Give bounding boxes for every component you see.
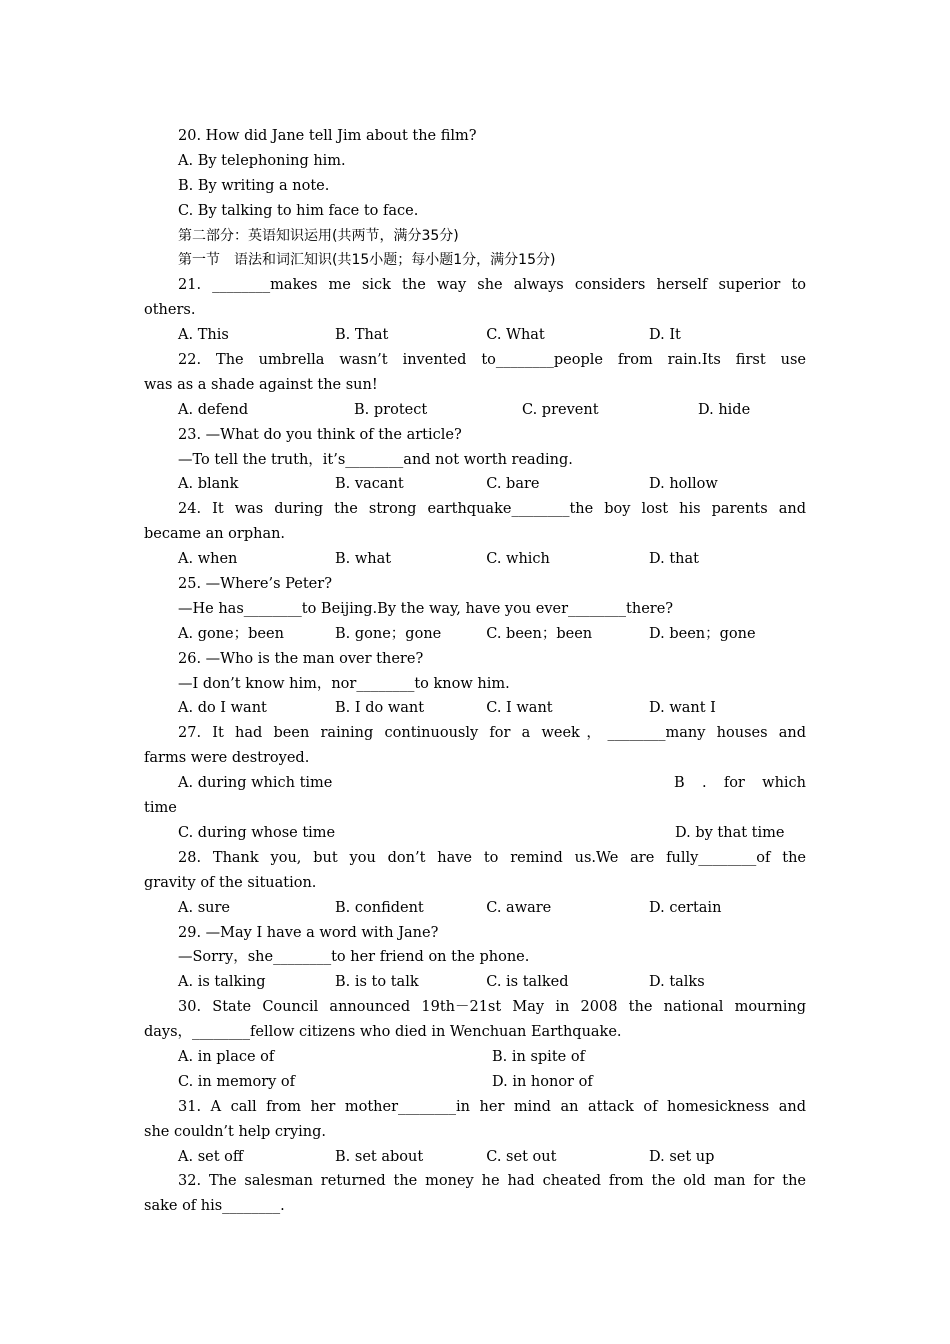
question-25-stem-cont: —He has________to Beijing.By the way, have you ever________there? [178, 600, 674, 617]
option-c: C. been；been [486, 625, 593, 642]
question-30-options-row-1 [144, 1045, 806, 1070]
option-b: B. confident [335, 899, 424, 916]
question-27-options-row-2 [144, 821, 806, 846]
question-30-stem: 30. State Council announced 19th－21st May in 2008 the national mourning [178, 999, 806, 1016]
option-c: C. set out [486, 1148, 557, 1165]
option-c: C. aware [486, 899, 552, 916]
question-21-stem: 21. ________makes me sick the way she always considers herself superior to [178, 277, 806, 294]
option-b: B. gone；gone [335, 625, 442, 642]
option-d: D. hollow [649, 476, 718, 493]
question-28-stem: 28. Thank you, but you don’t have to remind us.We are fully________of the [178, 849, 806, 866]
option-c: C. I want [486, 700, 553, 717]
question-25-stem: 25. —Where’s Peter? [178, 576, 332, 593]
option-a: A. gone；been [178, 625, 284, 642]
option-a: A. defend [178, 401, 249, 418]
option-a: A. during which time [178, 775, 333, 792]
option-c: C. prevent [522, 401, 599, 418]
question-28-stem-cont: gravity of the situation. [144, 874, 317, 891]
option-b: B. set about [335, 1148, 424, 1165]
question-30-stem-cont: days，________fellow citizens who died in Wenchuan Earthquake. [144, 1024, 622, 1041]
question-24-options [144, 547, 806, 572]
option-b: B. what [335, 551, 392, 568]
option-d: D. by that time [675, 824, 785, 841]
option-c: C. What [486, 327, 545, 344]
option-b: B. That [335, 327, 389, 344]
question-29-stem-cont: —Sorry，she________to her friend on the phone. [178, 949, 530, 966]
option-d: D. in honor of [492, 1073, 593, 1090]
question-23-stem: 23. —What do you think of the article? [178, 426, 462, 443]
question-25-options [144, 622, 806, 647]
option-b: B. in spite of [492, 1048, 585, 1065]
option-a: A. do I want [178, 700, 267, 717]
question-21-stem-cont: others. [144, 302, 196, 319]
question-22-stem-cont: was as a shade against the sun! [144, 376, 378, 393]
exam-page [144, 124, 806, 1219]
question-26-stem-cont: —I don’t know him，nor________to know him. [178, 675, 510, 692]
option-c: C. is talked [486, 974, 569, 991]
question-29-options [144, 970, 806, 995]
option-d: D. been；gone [649, 625, 756, 642]
question-26-options [144, 696, 806, 721]
option-a: A. This [178, 327, 229, 344]
question-27-options-row-1 [144, 771, 806, 796]
part-2-title: 第二部分：英语知识运用(共两节，满分35分) [178, 227, 459, 244]
option-d: D. want I [649, 700, 716, 717]
option-a: A. is talking [178, 974, 266, 991]
question-21-options [144, 323, 806, 348]
option-c: C. which [486, 551, 550, 568]
question-27-stem: 27. It had been raining continuously for a week，________many houses and [178, 725, 806, 742]
option-b: B . for which [674, 775, 806, 792]
question-26-stem: 26. —Who is the man over there? [178, 650, 424, 667]
question-28-options [144, 896, 806, 921]
question-24-stem-cont: became an orphan. [144, 526, 286, 543]
option-a: A. set off [178, 1148, 244, 1165]
question-31-stem-cont: she couldn’t help crying. [144, 1123, 327, 1140]
question-20-stem: 20. How did Jane tell Jim about the film? [178, 128, 477, 144]
option-c: C. bare [486, 476, 540, 493]
question-22-stem: 22. The umbrella wasn’t invented to________people from rain.Its first use [178, 352, 806, 369]
option-b: B. protect [354, 401, 428, 418]
question-31-stem: 31. A call from her mother________in her mind an attack of homesickness and [178, 1098, 806, 1115]
option-a: A. sure [178, 899, 230, 916]
question-27-stem-cont: farms were destroyed. [144, 750, 310, 767]
question-32-stem: 32. The salesman returned the money he had cheated from the old man for the [178, 1173, 806, 1190]
question-20-option-c: C. By talking to him face to face. [178, 202, 419, 219]
option-c: C. during whose time [178, 824, 336, 841]
section-1-title: 第一节 语法和词汇知识(共15小题；每小题1分，满分15分) [178, 252, 556, 269]
option-d: D. set up [649, 1148, 715, 1165]
option-b: B. I do want [335, 700, 425, 717]
option-b: B. is to talk [335, 974, 419, 991]
option-a: A. when [178, 551, 238, 568]
option-d: D. talks [649, 974, 705, 991]
question-27-option-b-cont: time [144, 800, 177, 817]
option-b: B. vacant [335, 476, 404, 493]
question-24-stem: 24. It was during the strong earthquake________the boy lost his parents and [178, 501, 806, 518]
option-c: C. in memory of [178, 1073, 296, 1090]
option-d: D. It [649, 327, 681, 344]
question-29-stem: 29. —May I have a word with Jane? [178, 924, 439, 941]
option-a: A. in place of [178, 1048, 275, 1065]
question-31-options [144, 1145, 806, 1170]
question-23-options [144, 472, 806, 497]
question-23-stem-cont: —To tell the truth，it’s________and not worth reading. [178, 451, 573, 468]
question-20-option-a: A. By telephoning him. [178, 152, 346, 169]
option-a: A. blank [178, 476, 239, 493]
question-30-options-row-2 [144, 1070, 806, 1095]
question-20-option-b: B. By writing a note. [178, 177, 330, 194]
option-d: D. that [649, 551, 699, 568]
question-32-stem-cont: sake of his________. [144, 1198, 285, 1215]
option-d: D. certain [649, 899, 722, 916]
question-22-options [144, 398, 806, 423]
option-d: D. hide [698, 401, 751, 418]
